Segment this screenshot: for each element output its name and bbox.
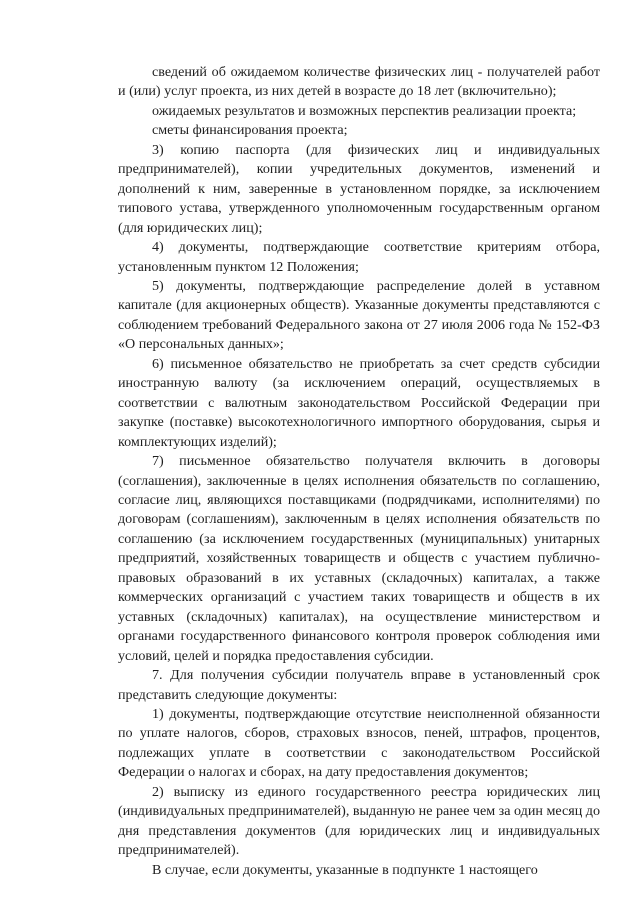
document-body: [118, 63, 600, 880]
paragraph-recipients-info: сведений об ожидаемом количестве физических лиц - получателей работ и (или) услуг проекта, из них детей в возрасте до 18 лет (включительно);: [118, 64, 600, 100]
paragraph-item-7-obligation: 7) письменное обязательство получателя включить в договоры (соглашения), заключенные в целях исполнения обязательств по соглашению, согласие лиц, являющихся поставщиками (подрядчиками, исполнителями) по договорам (соглашениям), заключенным в целях исполнения обязательств по соглашению (за исключением государственных (муниципальных) унитарных предприятий, хозяйственных товариществ и обществ с участием публично-правовых образований в их уставных (складочных) капиталах, а также коммерческих организаций с участием таких товариществ и обществ в их уставных (складочных) капиталах), на осуществление министерством и органами государственного финансового контроля проверок соблюдения ими условий, целей и порядка предоставления субсидии.: [118, 453, 600, 664]
paragraph-financing-estimate: сметы финансирования проекта;: [152, 122, 348, 139]
paragraph-subitem-2-registry: 2) выписку из единого государственного реестра юридических лиц (индивидуальных предпринимателей), выданную не ранее чем за один месяц до дня представления документов (для юридических лиц и индивидуальных предпринимателей).: [118, 783, 600, 859]
paragraph-item-6-currency: 6) письменное обязательство не приобретать за счет средств субсидии иностранную валюту (за исключением операций, осуществляемых в соответствии с валютным законодательством Российской Федерации при закупке (поставке) высокотехнологичного импортного оборудования, сырья и комплектующих изделий);: [118, 355, 600, 450]
paragraph-subitem-1-taxes: 1) документы, подтверждающие отсутствие неисполненной обязанности по уплате налогов, сборов, страховых взносов, пеней, штрафов, процентов, подлежащих уплате в соответствии с законодательством Российской Федерации о налогах и сборах, на дату предоставления документов;: [118, 705, 600, 781]
paragraph-section-7: 7. Для получения субсидии получатель вправе в установленный срок представить следующие документы:: [118, 667, 600, 703]
paragraph-closing-continued: В случае, если документы, указанные в подпункте 1 настоящего: [152, 861, 538, 878]
paragraph-expected-results: ожидаемых результатов и возможных перспектив реализации проекта;: [152, 102, 577, 119]
paragraph-item-5-shares: 5) документы, подтверждающие распределение долей в уставном капитале (для акционерных обществ). Указанные документы представляются с соблюдением требований Федерального закона от 27 июля 2006 года № 152-ФЗ «О персональных данных»;: [118, 277, 600, 353]
paragraph-item-3-passport: 3) копию паспорта (для физических лиц и индивидуальных предпринимателей), копии учредительных документов, изменений и дополнений к ним, заверенные в установленном порядке, за исключением типового устава, утвержденного уполномоченным государственным органом (для юридических лиц);: [118, 141, 600, 236]
paragraph-item-4-criteria: 4) документы, подтверждающие соответствие критериям отбора, установленным пунктом 12 Положения;: [118, 239, 600, 275]
